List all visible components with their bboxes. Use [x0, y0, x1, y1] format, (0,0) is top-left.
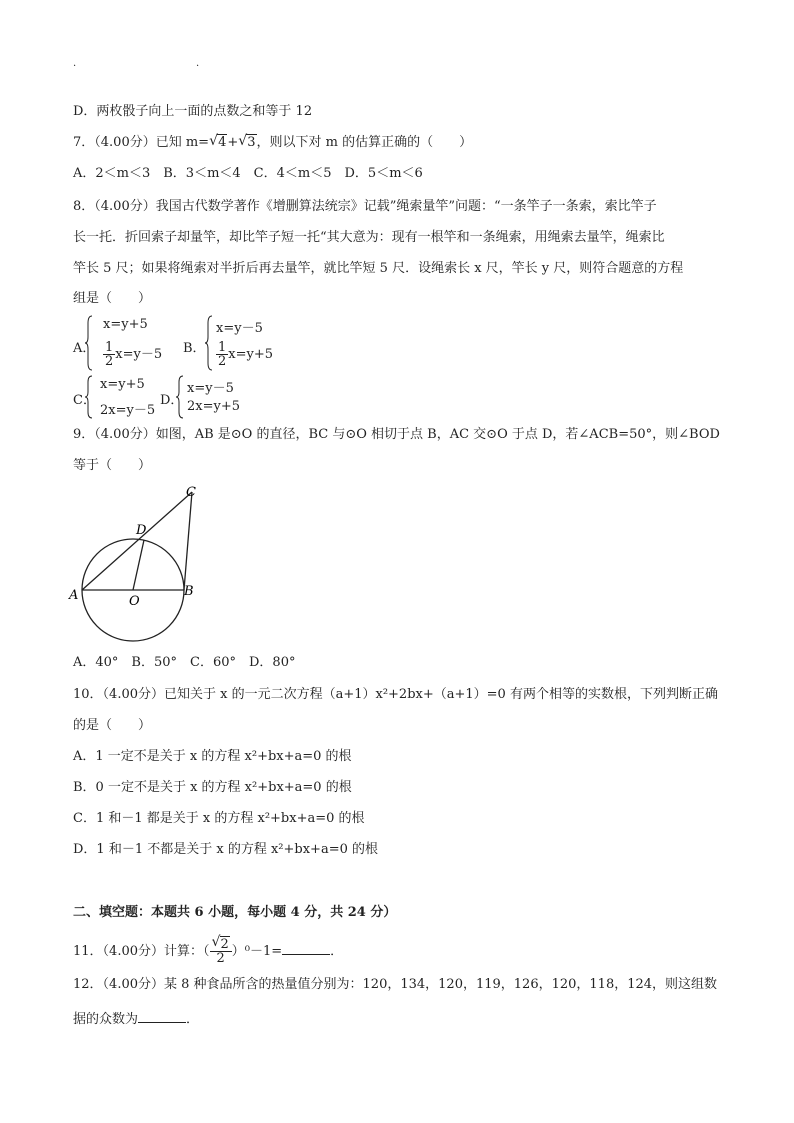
- q8-option-c: [73, 375, 173, 419]
- label-d: D: [136, 523, 147, 538]
- q11-end: ．: [330, 944, 344, 959]
- equation-2: $\frac{1}{2}$ x=y+5: [218, 340, 274, 369]
- q12-stem: 据的众数为: [73, 1012, 139, 1027]
- q10-line-1: 10．（4.00分）已知关于 x 的一元二次方程（a+1）x²+2bx+（a+1）=0 有两个相等的实数根，下列判断正确: [73, 687, 718, 702]
- q10-option-b: B．0 一定不是关于 x 的方程 x²+bx+a=0 的根: [73, 780, 352, 795]
- answer-blank[interactable]: [282, 942, 330, 955]
- equation-1: x=y－5: [216, 321, 263, 336]
- q8-option-a: [73, 315, 183, 371]
- q8-option-d: [160, 375, 260, 419]
- q12-line-2: [73, 1010, 199, 1029]
- q10-option-a: A．1 一定不是关于 x 的方程 x²+bx+a=0 的根: [73, 749, 352, 764]
- sqrt2-over-2: √ 2 2: [210, 938, 232, 965]
- plus-sign: +: [227, 135, 239, 150]
- label-a: A: [69, 588, 79, 603]
- sqrt-3: √ 3: [238, 133, 256, 150]
- q7-options: A．2＜m＜3 B．3＜m＜4 C．4＜m＜5 D．5＜m＜6: [73, 166, 423, 181]
- brace-icon: [176, 375, 184, 419]
- brace-icon: [205, 315, 213, 371]
- q9-line-2: 等于（ ）: [73, 458, 152, 473]
- q7-stem-start: 7．（4.00分）已知 m=: [73, 135, 210, 150]
- segment-od: [133, 540, 144, 590]
- q10-option-d: D．1 和－1 不都是关于 x 的方程 x²+bx+a=0 的根: [73, 842, 378, 857]
- equation-2: 2x=y+5: [187, 399, 241, 414]
- q10-line-2: 的是（ ）: [73, 718, 152, 733]
- equation-2: 2x=y－5: [100, 403, 156, 418]
- option-label: A．: [73, 341, 96, 356]
- section-heading: 二、填空题：本题共 6 小题，每小题 4 分，共 24 分）: [73, 905, 397, 920]
- option-label: D．: [160, 393, 184, 408]
- q10-option-c: C．1 和－1 都是关于 x 的方程 x²+bx+a=0 的根: [73, 811, 365, 826]
- secant-ac: [82, 492, 192, 590]
- q8-line-2: 长一托．折回索子却量竿，却比竿子短一托“其大意为：现有一根竿和一条绳索，用绳索去量竿，绳索比: [73, 230, 665, 245]
- stray-mark: .: [196, 58, 200, 69]
- label-c: C: [186, 485, 196, 500]
- label-b: B: [184, 584, 194, 599]
- q9-line-1: 9．（4.00分）如图，AB 是⊙O 的直径，BC 与⊙O 相切于点 B，AC 交⊙O 于点 D，若∠ACB=50°，则∠BOD: [73, 427, 720, 442]
- label-o: O: [129, 594, 140, 609]
- q11-line: [73, 934, 344, 966]
- equation-1: x=y－5: [187, 381, 234, 396]
- equation-1: x=y+5: [103, 317, 148, 332]
- brace-icon: [85, 375, 93, 419]
- equation-1: x=y+5: [100, 377, 145, 392]
- option-label: B．: [183, 341, 206, 356]
- option-label: C．: [73, 393, 96, 408]
- q7-stem: [73, 134, 472, 152]
- circle-tangent-figure: [66, 480, 216, 645]
- stray-mark: .: [73, 58, 77, 69]
- q8-line-1: 8．（4.00分）我国古代数学著作《增删算法统宗》记载”绳索量竿”问题：“一条竿子一条索，索比竿子: [73, 199, 657, 214]
- q8-line-4: 组是（ ）: [73, 291, 152, 306]
- q12-line-1: 12．（4.00分）某 8 种食品所含的热量值分别为：120，134，120，119，126，120，118，124，则这组数: [73, 977, 718, 992]
- equation-2: $\frac{1}{2}$ x=y－5: [105, 340, 163, 369]
- q9-options: A．40° B．50° C．60° D．80°: [73, 655, 296, 670]
- sqrt-4: √ 4: [209, 133, 227, 150]
- brace-icon: [85, 315, 93, 371]
- q11-tail: ）⁰－1=: [231, 944, 283, 959]
- q8-line-3: 竿长 5 尺；如果将绳索对半折后再去量竿，就比竿短 5 尺．设绳索长 x 尺，竿长 y 尺，则符合题意的方程: [73, 261, 684, 276]
- tangent-bc: [184, 492, 192, 590]
- q12-end: ．: [186, 1012, 200, 1027]
- answer-blank[interactable]: [138, 1010, 186, 1023]
- q11-stem: 11．（4.00分）计算：（: [73, 944, 210, 959]
- q7-stem-end: ，则以下对 m 的估算正确的（ ）: [256, 135, 473, 150]
- q6-option-d: D．两枚骰子向上一面的点数之和等于 12: [73, 104, 313, 119]
- q8-option-b: [183, 315, 293, 371]
